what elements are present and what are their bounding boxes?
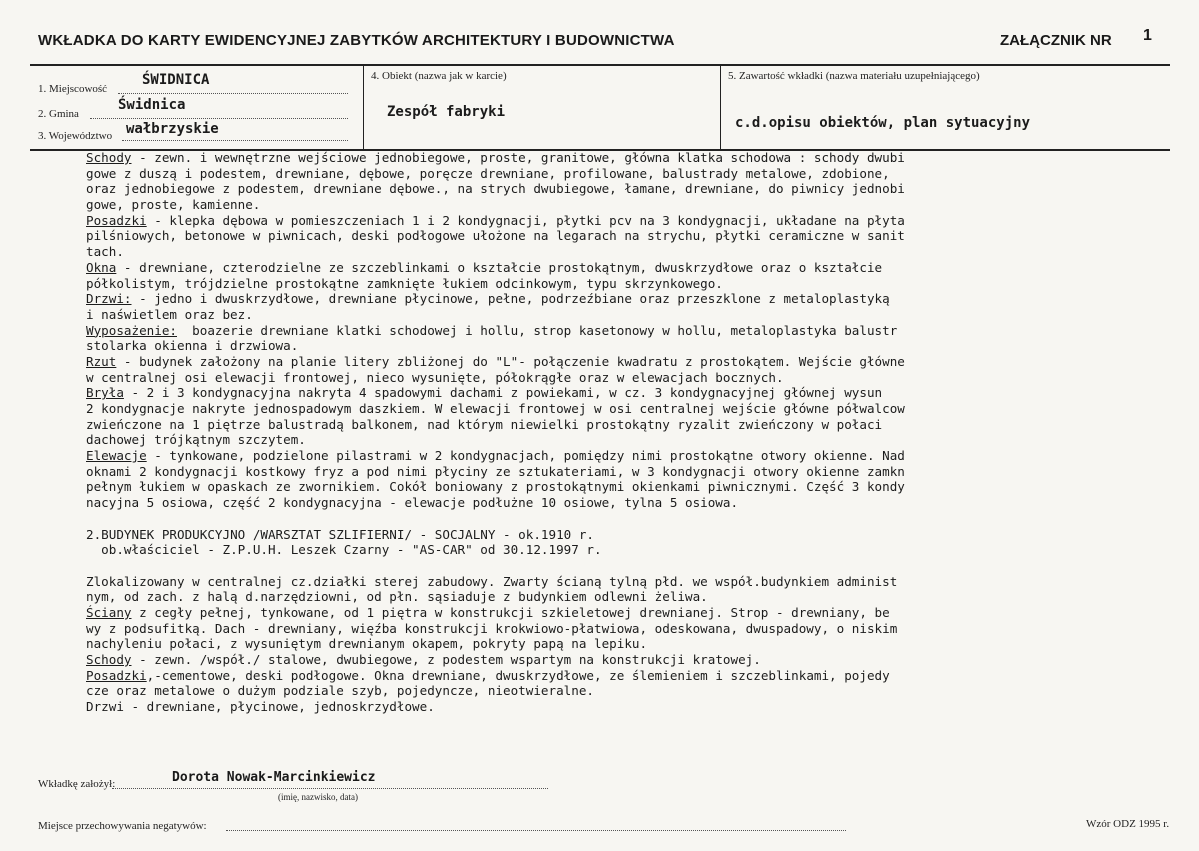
- line-prefix: 2.: [86, 526, 102, 542]
- commune-dots: [90, 118, 348, 119]
- line-text: Zlokalizowany w centralnej cz.działki sterej zabudowy. Zwarty ścianą tylną płd. we współ.budynkiem administ: [86, 573, 898, 589]
- voivodeship-value: wałbrzyskie: [126, 121, 219, 137]
- text-line: [86, 323, 1196, 339]
- author-dots: [112, 788, 548, 789]
- section-heading: Schody: [86, 150, 132, 165]
- text-line: [86, 276, 1196, 292]
- line-text: gowe, proste, kamienne.: [86, 197, 261, 213]
- section-heading: Bryła: [86, 385, 124, 401]
- line-text: boazerie drewniane klatki schodowej i hollu, strop kasetonowy w hollu, metaloplastyka balustr: [177, 322, 898, 338]
- text-line: [86, 605, 1196, 621]
- line-text: ob.właściciel - Z.P.U.H. Leszek Czarny - "AS-CAR" od 30.12.1997 r.: [101, 542, 602, 558]
- line-text: gowe z duszą i podestem, drewniane, dębowe, poręcze drewniane, profilowane, balustrady metalowe, zdobione,: [86, 165, 890, 181]
- section-heading: Okna: [86, 259, 117, 275]
- line-text: pilśniowych, betonowe w piwnicach, deski podłogowe ułożone na legarach na strychu, płytki ceramiczne w sanit: [86, 228, 905, 244]
- line-text: Drzwi - drewniane, płycinowe, jednoskrzydłowe.: [86, 699, 435, 715]
- line-text: w centralnej osi elewacji frontowej, nieco wysunięte, półokrągłe oraz w elewacjach bocznych.: [86, 369, 784, 385]
- text-line: [86, 683, 1196, 699]
- text-line: [86, 589, 1196, 605]
- text-line: [86, 338, 1196, 354]
- object-label: 4. Obiekt (nazwa jak w karcie): [371, 70, 507, 82]
- line-text: BUDYNEK PRODUKCYJNO /WARSZTAT SZLIFIERNI/ - SOCJALNY - ok.1910 r.: [101, 526, 595, 542]
- line-text: i naświetlem oraz bez.: [86, 306, 253, 322]
- line-text: tach.: [86, 244, 124, 260]
- text-line: [86, 636, 1196, 652]
- text-line: [86, 542, 1196, 558]
- text-line: [86, 621, 1196, 637]
- line-text: 2 kondygnacje nakryte jednospadowym daszkiem. W elewacji frontowej w osi centralnej wejście główne półwalcow: [86, 401, 905, 416]
- place-label: 1. Miejscowość: [38, 83, 108, 95]
- line-text: nym, od zach. z halą d.narzędziowni, od płn. sąsiaduje z budynkiem odlewni żeliwa.: [86, 589, 708, 605]
- author-value: Dorota Nowak-Marcinkiewicz: [172, 770, 376, 785]
- line-text: stolarka okienna i drzwiowa.: [86, 338, 299, 354]
- place-value: ŚWIDNICA: [142, 72, 210, 88]
- object-value: Zespół fabryki: [387, 104, 506, 120]
- line-text: oknami 2 kondygnacji kostkowy fryz a pod nimi płyciny ze sztukateriami, w 3 kondygnacji otwory okienne zamkn: [86, 463, 905, 479]
- blank-line: [86, 558, 1196, 574]
- line-text: pełnym łukiem w opaskach ze zwornikiem. Cokół boniowany z prostokątnymi okienkami piwnicznymi. Część 3 kondy: [86, 479, 905, 495]
- header-rule-top: [30, 64, 1170, 66]
- line-text: - 2 i 3 kondygnacyjna nakryta 4 spadowymi dachami z powiekami, w cz. 3 kondygnacyjnej głównej wysun: [123, 385, 883, 401]
- text-line: [86, 181, 1196, 197]
- text-line: [86, 479, 1196, 495]
- text-line: [86, 354, 1196, 370]
- annex-label: ZAŁĄCZNIK NR: [1000, 32, 1112, 49]
- line-text: - klepka dębowa w pomieszczeniach 1 i 2 kondygnacji, płytki pcv na 3 kondygnacji, układane na płyta: [146, 212, 905, 228]
- text-line: [86, 307, 1196, 323]
- line-text: - jedno i dwuskrzydłowe, drewniane płycinowe, pełne, podrzeźbiane oraz przeszklone z metaloplastyką: [131, 291, 890, 307]
- section-heading: Posadzki: [86, 212, 147, 228]
- negatives-dots: [226, 830, 846, 831]
- text-line: [86, 291, 1196, 307]
- author-label: Wkładkę założył:: [38, 778, 116, 790]
- line-text: dachowej trójkątnym szczytem.: [86, 432, 306, 448]
- annex-number: 1: [1143, 27, 1152, 44]
- section-heading: Schody: [86, 652, 132, 667]
- line-text: nachyleniu połaci, z wysuniętym drewnianym okapem, pokryty papą na lepiku.: [86, 636, 648, 652]
- text-line: [86, 432, 1196, 448]
- section-heading: Drzwi:: [86, 291, 132, 307]
- place-dots: [118, 93, 348, 94]
- section-heading: Posadzki: [86, 667, 147, 683]
- text-line: [86, 448, 1196, 464]
- header-divider-2: [720, 64, 721, 150]
- line-text: nacyjna 5 osiowa, część 2 kondygnacyjna - elewacje podłużne 10 osiowe, tylna 5 osiowa.: [86, 495, 739, 511]
- text-line: [86, 228, 1196, 244]
- text-line: [86, 213, 1196, 229]
- line-text: cze oraz metalowe o dużym podziale szyb, pojedyncze, nieotwieralne.: [86, 683, 594, 699]
- voivodeship-label: 3. Województwo: [38, 130, 113, 142]
- section-heading: Wyposażenie:: [86, 322, 177, 338]
- line-text: półkolistym, trójdzielne prostokątne zamknięte łukiem odcinkowym, typu skrzynkowego.: [86, 275, 723, 291]
- text-line: [86, 527, 1196, 543]
- text-line: [86, 150, 1196, 166]
- line-text: - tynkowane, podzielone pilastrami w 2 kondygnacjach, pomiędzy nimi prostokątne otwory okienne. Nad: [146, 448, 905, 464]
- section-heading: Elewacje: [86, 448, 147, 464]
- description-text: [86, 150, 1196, 715]
- content-label: 5. Zawartość wkładki (nazwa materiału uzupełniającego): [728, 70, 980, 82]
- text-line: [86, 574, 1196, 590]
- line-text: - drewniane, czterodzielne ze szczeblinkami o kształcie prostokątnym, dwuskrzydłowe oraz o kształcie: [116, 259, 883, 275]
- line-text: - budynek założony na planie litery zbliżonej do "L"- połączenie kwadratu z prostokątem. Wejście główne: [116, 353, 905, 369]
- text-line: [86, 260, 1196, 276]
- content-value: c.d.opisu obiektów, plan sytuacyjny: [735, 115, 1031, 131]
- text-line: [86, 385, 1196, 401]
- text-line: [86, 166, 1196, 182]
- commune-label: 2. Gmina: [38, 108, 79, 120]
- text-line: [86, 495, 1196, 511]
- line-text: - zewn. i wewnętrzne wejściowe jednobiegowe, proste, granitowe, główna klatka schodowa : schody dwubi: [131, 150, 905, 165]
- text-line: [86, 464, 1196, 480]
- section-heading: Ściany: [86, 604, 132, 620]
- text-line: [86, 370, 1196, 386]
- text-line: [86, 668, 1196, 684]
- text-line: [86, 197, 1196, 213]
- document-title: WKŁADKA DO KARTY EWIDENCYJNEJ ZABYTKÓW ARCHITEKTURY I BUDOWNICTWA: [38, 32, 675, 49]
- voivodeship-dots: [122, 140, 348, 141]
- text-line: [86, 699, 1196, 715]
- author-hint: (imię, nazwisko, data): [278, 792, 358, 802]
- commune-value: Świdnica: [118, 97, 186, 113]
- line-text: z cegły pełnej, tynkowane, od 1 piętra w konstrukcji szkieletowej drewnianej. Strop - drewniany, be: [131, 604, 890, 620]
- text-line: [86, 652, 1196, 668]
- text-line: [86, 401, 1196, 417]
- line-text: ,-cementowe, deski podłogowe. Okna drewniane, dwuskrzydłowe, ze ślemieniem i szczeblinkami, pojedy: [146, 667, 890, 683]
- form-id: Wzór ODZ 1995 r.: [1086, 818, 1170, 830]
- line-text: zwieńczone na 1 piętrze balustradą balkonem, nad którym niewielki prostokątny ryzalit zwieńczony w połaci: [86, 416, 883, 432]
- line-text: oraz jednobiegowe z podestem, drewniane dębowe., na strych dwubiegowe, łamane, drewniane, do piwnicy jednobi: [86, 181, 905, 197]
- line-prefix: [86, 542, 101, 557]
- header-divider-1: [363, 64, 364, 150]
- text-line: [86, 244, 1196, 260]
- line-text: - zewn. /współ./ stalowe, dwubiegowe, z podestem wspartym na konstrukcji kratowej.: [131, 652, 761, 667]
- blank-line: [86, 511, 1196, 527]
- text-line: [86, 417, 1196, 433]
- negatives-label: Miejsce przechowywania negatywów:: [38, 820, 207, 832]
- section-heading: Rzut: [86, 353, 117, 369]
- line-text: wy z podsufitką. Dach - drewniany, więźba konstrukcji krokwiowo-płatwiowa, odeskowana, dwuspadowy, o niskim: [86, 620, 898, 636]
